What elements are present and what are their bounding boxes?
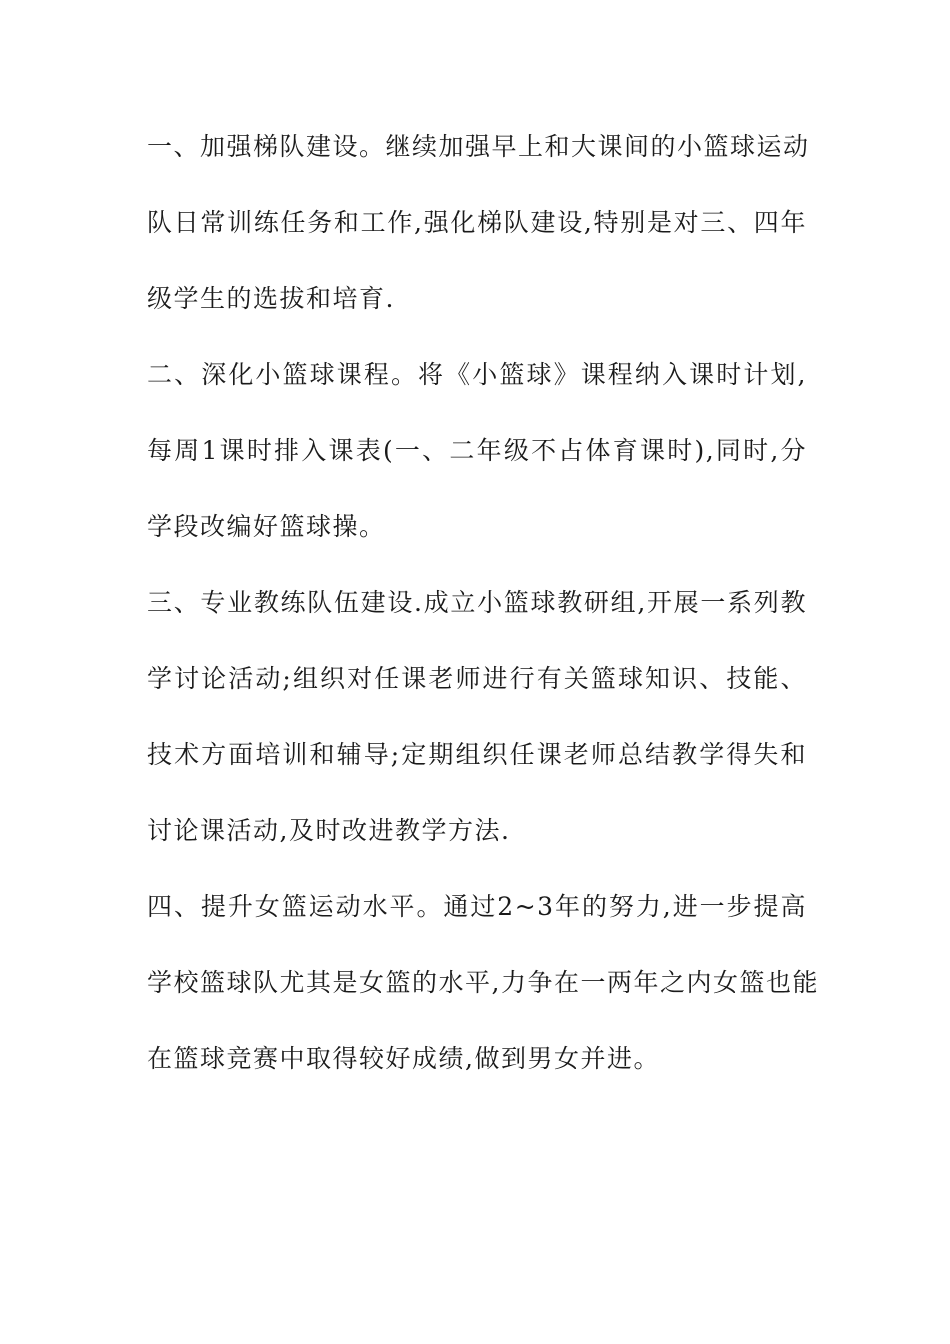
paragraph-line: 学校篮球队尤其是女篮的水平,力争在一两年之内女篮也能 [147, 968, 819, 997]
paragraph-line: 技术方面培训和辅导;定期组织任课老师总结教学得失和 [147, 740, 807, 769]
paragraph-line: 学讨论活动;组织对任课老师进行有关篮球知识、技能、 [147, 664, 807, 693]
paragraph-line: 三、专业教练队伍建设.成立小篮球教研组,开展一系列教 [147, 588, 807, 617]
paragraph-line: 学段改编好篮球操。 [147, 512, 386, 541]
paragraph-line: 讨论课活动,及时改进教学方法. [147, 816, 511, 845]
paragraph-line: 四、提升女篮运动水平。通过2~3年的努力,进一步提高 [147, 892, 807, 921]
paragraph-line: 二、深化小篮球课程。将《小篮球》课程纳入课时计划, [147, 360, 807, 389]
document-body [147, 128, 819, 1116]
paragraph-line: 级学生的选拔和培育. [147, 284, 395, 313]
paragraph-3 [147, 584, 807, 850]
paragraph-line: 队日常训练任务和工作,强化梯队建设,特别是对三、四年 [147, 208, 807, 237]
paragraph-2 [147, 356, 807, 546]
paragraph-line: 每周1课时排入课表(一、二年级不占体育课时),同时,分 [147, 436, 807, 465]
paragraph-4 [147, 888, 819, 1078]
paragraph-1 [147, 128, 810, 318]
paragraph-line: 在篮球竞赛中取得较好成绩,做到男女并进。 [147, 1044, 660, 1073]
paragraph-line: 一、加强梯队建设。继续加强早上和大课间的小篮球运动 [147, 132, 810, 161]
